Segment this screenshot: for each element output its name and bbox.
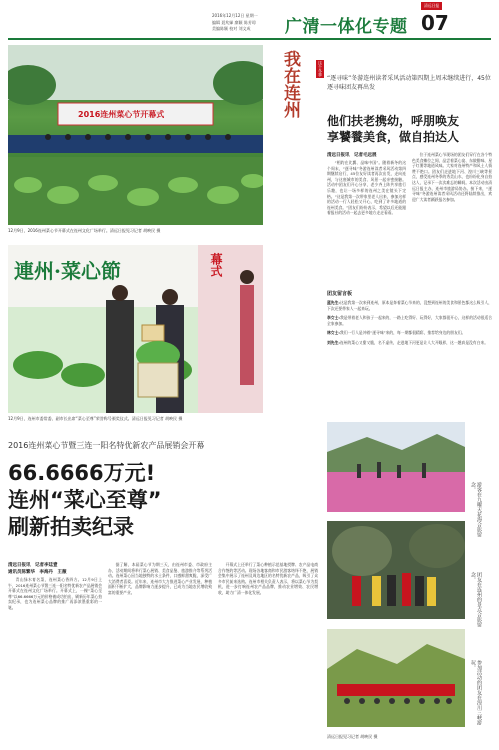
top-photo <box>8 45 263 225</box>
side-photo-scene <box>327 521 465 619</box>
story2-kicker: 2016连州菜心节暨三连一阳名特优新农产品展销会开幕 <box>8 441 205 450</box>
feedback-text: 我是带着老人和孩子一起来的，一路上吃得好、玩得好，大家都很开心，这样的活动很适合全家参加。 <box>327 315 492 326</box>
story1-col1-text: “相约在比翼、品味中国”。随着新冬的这个周末，“逐寻味”冬游连州读者采风活动第四期继续启行，45位友好读者再次出发，走向连州，与这座城市的美食、风景一起亲密接触。活动中团友们开心分享，老少齐上阵共享旅行乐趣，也让一场多样的连州之美在镜头下定格。“这是我第一次带家里老人出来，参加这样的活动一行人轻松又开心，吃到了许多地道的连州美食。”团友们纷纷表示，希望以后还能跟着报社的活动一起去更多地方走走看看。 <box>327 160 406 216</box>
story2-col3 <box>218 562 318 743</box>
feedback-board <box>327 290 492 346</box>
story2-byline <box>8 562 103 576</box>
story2-byline-line: 通讯员陈繁华 李海丹 王薇 <box>8 570 67 575</box>
story1-col1 <box>327 160 406 285</box>
feedback-item <box>327 300 492 311</box>
lianzhou-logo-subtitle: 这个冬季 <box>318 61 323 77</box>
side-photo-caption: 团友在连州的景点合影留念。 <box>470 572 482 627</box>
story1-headline-line: 享饕餮美食，做自拍达人 <box>327 130 460 144</box>
feedback-name: 李女士: <box>327 315 340 321</box>
feedback-text: 我们一行人是冲着“逐寻味”来的，每一期都很精彩，推荐给身边的朋友们。 <box>339 330 466 336</box>
story1-byline: 清远日报讯 记者毛远展 <box>327 153 377 158</box>
feedback-text: 这是我第一次来到连州，原本是奔着菜心节来的，没想到连州的美食和景色都这么吸引人，下次还要带家人一起来玩。 <box>327 300 492 311</box>
story2-headline <box>8 460 318 541</box>
story2-col2 <box>108 562 212 743</box>
side-photo <box>327 629 465 727</box>
story2-col1 <box>8 577 102 743</box>
feedback-name: 蓝先生: <box>327 300 340 305</box>
mid-photo <box>8 245 263 413</box>
mid-photo-caption: 12月9日，连州市委常委、副市长出席“菜心至尊”荣誉称号颁奖仪式。清远日报见习记者 胡映民 摄 <box>8 416 183 421</box>
side-photo <box>327 521 465 619</box>
story2-headline-line: 刷新拍卖纪录 <box>8 515 134 539</box>
side-photo-caption: 参加活动的团友在湟川三峡游玩。 <box>470 660 482 725</box>
editor-line: 美编陈颖 校对 刘文成 <box>212 26 251 31</box>
feedback-name: 林女士: <box>327 330 340 336</box>
top-photo-scene <box>8 45 263 225</box>
editor-line: 编辑 聂兆娣 廖颖 陈芳琼 <box>212 20 256 25</box>
feedback-item <box>327 315 492 326</box>
mid-photo-banner: 連州·菜心節 <box>14 259 121 283</box>
feedback-title: 团友留言板 <box>327 291 353 297</box>
story2-col1-text: 青山绿水育名菜，连州菜心香四方。12月9日上午，2016连州菜心节暨三连一阳名特优新农产品展销会开幕式在连州文化广场举行。开幕式上，一棵“菜心至尊”以66.6666万元的价格被成功拍出，刷新历年菜心拍卖纪录，也为连州菜心品牌的推广再添浓墨重彩的一笔。 <box>8 577 102 610</box>
brand-tag: 清远日报 <box>421 2 442 10</box>
story1-col2-text: 位于连州菜心节现场的团友们穿行在各个特色美食摊位之间，品尝着菜心宴、东陂腊味、星子红薯等地道风味。大家对连州特产和风土人情赞不绝口。团友们走进地下河、湟川三峡等景点，感受连州冬季的秀美山水，也纷纷化身自拍达人，记录下一次次难忘的瞬间。本次活动由清远日报主办，连州市旅游局协办。接下来，“逐寻味”冬游连州读者采风活动还将陆续推出，欢迎广大读者踊跃报名参加。 <box>412 152 492 202</box>
story1-headline <box>327 113 495 145</box>
side-photo-credit: 清远日报见习记者 胡映民 摄 <box>327 734 378 739</box>
lianzhou-logo-text: 我在连州 <box>280 50 300 118</box>
mid-photo-banner-right: 幕式 <box>209 253 223 277</box>
side-photo-scene <box>327 422 465 512</box>
header-rule <box>8 38 491 40</box>
story2-byline-line: 清远日报讯 记者李廷壹 <box>8 563 58 568</box>
page-number: 07 <box>421 11 449 35</box>
feedback-text: 连州的菜心又甜又脆，名不虚传，走进地下河更是让人大开眼界，这一趟真是没有白来。 <box>339 339 488 345</box>
feedback-name: 刘先生: <box>327 339 340 345</box>
story1-col2 <box>412 152 492 285</box>
story2-col2-text: 据了解，本届菜心节为期三天，由连州市委、市政府主办，活动期间将举行菜心展销、美食品鉴、旅游推介等系列活动。连州菜心因当地独特的水土条件，口感鲜甜爽脆，深受广大消费者喜爱。近年来，连州市大力推进菜心产业发展，种植面积不断扩大，品牌影响力逐步提升，已成为当地农民增收致富的重要产业。 <box>108 562 212 595</box>
story1-headline-line: 他们扶老携幼，呼朋唤友 <box>327 114 460 128</box>
side-photo <box>327 422 465 512</box>
story2-headline-line: 66.6666万元! <box>8 461 156 485</box>
top-photo-caption: 12月9日，2016连州菜心节开幕式在连州文化广场举行。清远日报见习记者 胡映民 摄 <box>8 228 161 233</box>
side-photo-scene <box>327 629 465 727</box>
side-photo-caption: 游客在九曜天花海合影留念。 <box>470 482 482 537</box>
section-title: 广清一体化专题 <box>285 17 408 37</box>
date-line: 2016年12月12日 星期一 <box>212 13 258 18</box>
story1-kicker: “逐寻味”冬游连州读者采风活动第四期上周末继续进行，45位逐寻味团友再出发 <box>327 75 491 91</box>
story2-col3-text: 开幕式上还举行了菜心种植示范基地授牌、农产品电商合作签约等活动。现场各地客商和市民游客络绎不绝，展销会集中展示了连州及周边地区的名特优新农产品，吸引了众多市民前来选购。连州市相关负责人表示，将以菜心节为契机，进一步打响连州农产品品牌，推动农业增效、农民增收，助力广清一体化发展。 <box>218 562 318 595</box>
feedback-item <box>327 340 492 346</box>
page-header <box>0 0 499 40</box>
feedback-item <box>327 330 492 336</box>
top-photo-banner: 2016连州菜心节开幕式 <box>78 110 165 119</box>
story2-headline-line: 连州“菜心至尊” <box>8 488 162 512</box>
